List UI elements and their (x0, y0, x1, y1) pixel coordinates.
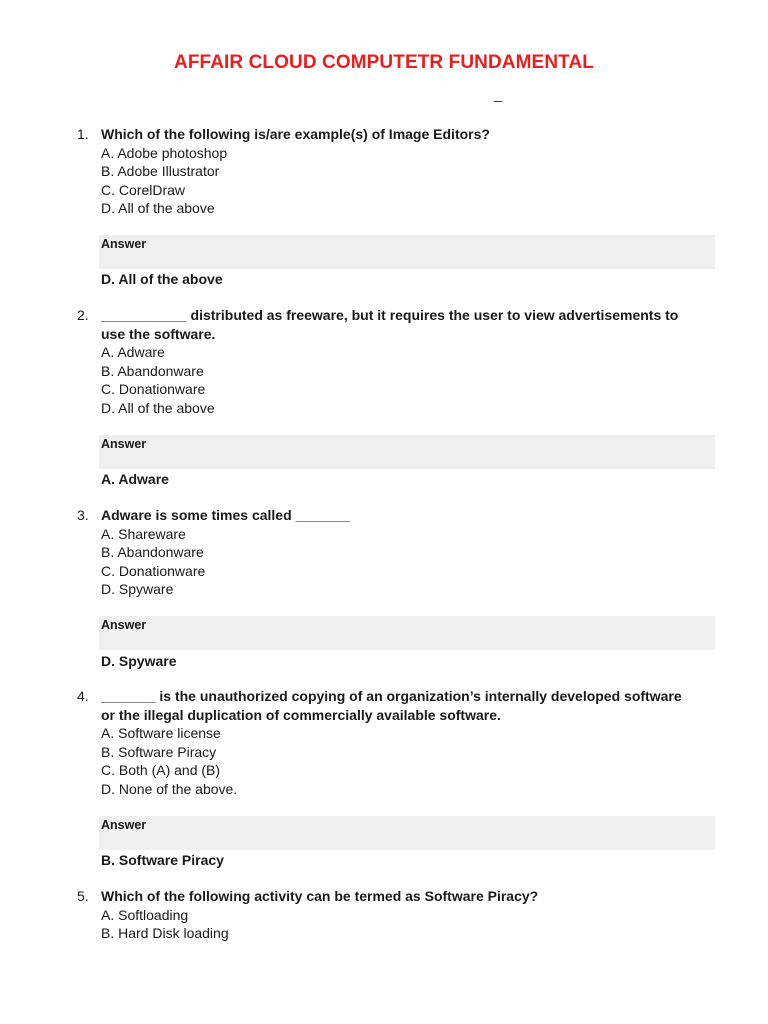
question-text-line-1: ___________ distributed as freeware, but it requires the user to view advertisements to (101, 307, 679, 323)
question-text: Which of the following is/are example(s) of Image Editors? (101, 126, 490, 142)
option-c: C. Donationware (101, 562, 206, 579)
option-c: C. Both (A) and (B) (101, 762, 221, 779)
question-number: 2. (77, 307, 89, 323)
option-d: D. None of the above. (101, 781, 238, 797)
answer-value: D. All of the above (101, 271, 223, 287)
question-number: 3. (77, 507, 89, 523)
question-number: 4. (77, 688, 89, 704)
answer-box (99, 435, 715, 469)
option-d: D. All of the above (101, 200, 215, 217)
answer-value: D. Spyware (101, 653, 177, 669)
option-b: B. Adobe Illustrator (101, 163, 220, 180)
option-a: A. Adware (101, 344, 165, 361)
option-a: A. Software license (101, 725, 221, 742)
question-text-line-1: _______ is the unauthorized copying of an organization’s internally developed software (101, 688, 682, 704)
answer-box (99, 816, 715, 850)
document-title: AFFAIR CLOUD COMPUTETR FUNDAMENTAL (174, 52, 594, 73)
answer-label: Answer (101, 237, 147, 251)
option-b: B. Abandonware (101, 544, 204, 561)
option-c: C. CorelDraw (101, 181, 186, 198)
question-number: 1. (77, 126, 89, 142)
option-a: A. Softloading (101, 906, 189, 923)
option-c: C. Donationware (101, 381, 206, 398)
question-number: 5. (77, 888, 89, 904)
question-text: Which of the following activity can be termed as Software Piracy? (101, 888, 539, 904)
option-d: D. Spyware (101, 581, 174, 598)
header-mark: _ (494, 86, 502, 102)
question-text-line-2: use the software. (101, 325, 216, 342)
option-b: B. Software Piracy (101, 743, 217, 760)
answer-value: B. Software Piracy (101, 852, 224, 868)
answer-label: Answer (101, 818, 147, 832)
answer-label: Answer (101, 618, 147, 632)
question-text: Adware is some times called _______ (101, 507, 351, 523)
answer-box (99, 235, 715, 269)
answer-box (99, 616, 715, 650)
option-b: B. Hard Disk loading (101, 925, 229, 942)
answer-value: A. Adware (101, 471, 169, 487)
answer-label: Answer (101, 437, 147, 451)
option-b: B. Abandonware (101, 362, 204, 379)
option-a: A. Adobe photoshop (101, 144, 228, 161)
question-text-line-2: or the illegal duplication of commercially available software. (101, 706, 501, 723)
option-d: D. All of the above (101, 400, 215, 416)
option-a: A. Shareware (101, 525, 186, 542)
